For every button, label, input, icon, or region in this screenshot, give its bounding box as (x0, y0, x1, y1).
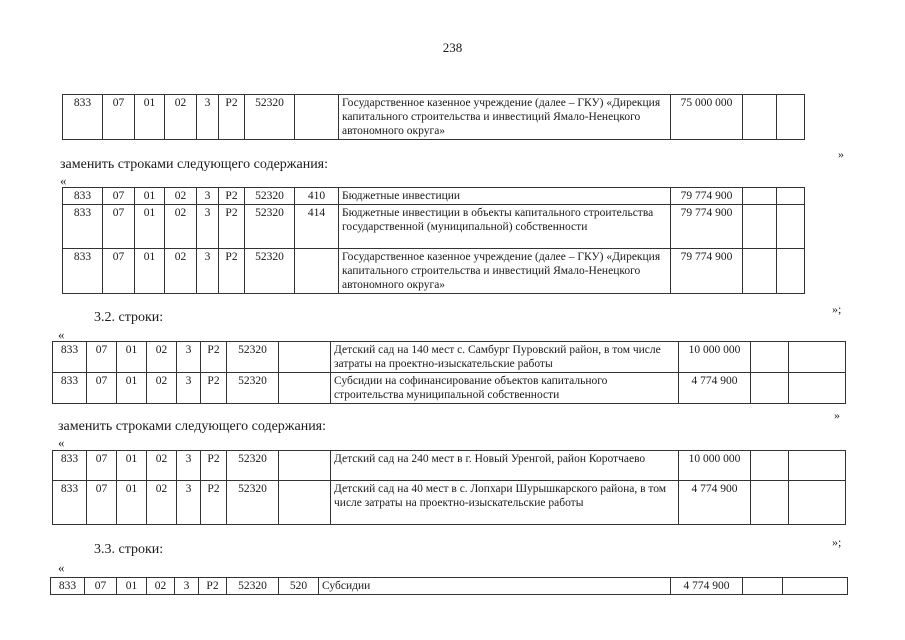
table-row (53, 342, 846, 373)
project-cell: P2 (199, 578, 227, 595)
empty-amount-cell (751, 481, 789, 525)
table-row (63, 95, 805, 140)
description-cell: Детский сад на 140 мест с. Самбург Пуровский район, в том числе затраты на проектно-изыскательские работы (331, 342, 679, 373)
project-cell: P2 (201, 342, 227, 373)
section-3-3-title: 3.3. строки: (94, 542, 164, 557)
empty-amount-cell (777, 205, 805, 249)
subsection-cell: 01 (117, 342, 147, 373)
description-cell: Государственное казенное учреждение (далее – ГКУ) «Дирекция капитального строительства и инвестиций Ямало-Ненецкого автономного округа» (339, 249, 671, 294)
expense-type-cell (279, 451, 331, 481)
empty-amount-cell (783, 578, 848, 595)
empty-amount-cell (743, 578, 783, 595)
direction-cell: 52320 (245, 205, 295, 249)
project-cell: P2 (219, 249, 245, 294)
subsection-cell: 01 (135, 249, 165, 294)
subprogram-cell: 3 (197, 205, 219, 249)
subsection-cell: 01 (135, 188, 165, 205)
gp-code-cell: 833 (53, 373, 87, 404)
page-number: 238 (442, 40, 463, 55)
section-cell: 07 (103, 188, 135, 205)
empty-amount-cell (743, 95, 777, 140)
subprogram-cell: 3 (177, 481, 201, 525)
empty-amount-cell (789, 373, 846, 404)
table-row (63, 205, 805, 249)
closing-quote: » (838, 147, 844, 161)
amount-cell: 79 774 900 (671, 249, 743, 294)
project-cell: P2 (201, 481, 227, 525)
description-cell: Детский сад на 240 мест в г. Новый Уренгой, район Коротчаево (331, 451, 679, 481)
program-cell: 02 (165, 95, 197, 140)
section-3-2-title: 3.2. строки: (94, 310, 164, 325)
budget-table-original-1 (62, 94, 805, 140)
direction-cell: 52320 (245, 188, 295, 205)
project-cell: P2 (219, 95, 245, 140)
subsection-cell: 01 (135, 95, 165, 140)
amount-cell: 4 774 900 (679, 481, 751, 525)
section-cell: 07 (87, 451, 117, 481)
empty-amount-cell (751, 342, 789, 373)
empty-amount-cell (743, 249, 777, 294)
section-cell: 07 (87, 373, 117, 404)
section-cell: 07 (103, 205, 135, 249)
subsection-cell: 01 (117, 373, 147, 404)
empty-amount-cell (743, 188, 777, 205)
gp-code-cell: 833 (63, 249, 103, 294)
gp-code-cell: 833 (51, 578, 85, 595)
direction-cell: 52320 (227, 481, 279, 525)
project-cell: P2 (201, 373, 227, 404)
opening-quote: « (58, 560, 65, 575)
program-cell: 02 (147, 578, 175, 595)
table-row (63, 188, 805, 205)
budget-table-replacement-1 (62, 187, 805, 294)
empty-amount-cell (751, 373, 789, 404)
subsection-cell: 01 (135, 205, 165, 249)
subprogram-cell: 3 (197, 95, 219, 140)
direction-cell: 52320 (245, 95, 295, 140)
expense-type-cell (279, 481, 331, 525)
table-row (53, 451, 846, 481)
section-cell: 07 (103, 95, 135, 140)
empty-amount-cell (777, 95, 805, 140)
description-cell: Субсидии на софинансирование объектов капитального строительства муниципальной собственности (331, 373, 679, 404)
replace-phrase-1: заменить строками следующего содержания: (60, 157, 329, 172)
empty-amount-cell (777, 249, 805, 294)
program-cell: 02 (147, 451, 177, 481)
amount-cell: 79 774 900 (671, 205, 743, 249)
amount-cell: 79 774 900 (671, 188, 743, 205)
opening-quote: « (60, 173, 67, 188)
subsection-cell: 01 (117, 578, 147, 595)
direction-cell: 52320 (227, 578, 279, 595)
expense-type-cell: 410 (295, 188, 339, 205)
gp-code-cell: 833 (63, 205, 103, 249)
description-cell: Детский сад на 40 мест в с. Лопхари Шурышкарского района, в том числе затраты на проектно-изыскательские работы (331, 481, 679, 525)
description-cell: Государственное казенное учреждение (далее – ГКУ) «Дирекция капитального строительства и инвестиций Ямало-Ненецкого автономного округа» (339, 95, 671, 140)
direction-cell: 52320 (227, 342, 279, 373)
budget-table-replacement-2 (52, 450, 846, 525)
budget-table-original-3 (50, 577, 848, 595)
opening-quote: « (58, 435, 65, 450)
description-cell: Бюджетные инвестиции (339, 188, 671, 205)
section-cell: 07 (87, 481, 117, 525)
subprogram-cell: 3 (197, 188, 219, 205)
amount-cell: 4 774 900 (679, 373, 751, 404)
table-row (53, 373, 846, 404)
gp-code-cell: 833 (63, 95, 103, 140)
program-cell: 02 (147, 481, 177, 525)
amount-cell: 4 774 900 (671, 578, 743, 595)
subprogram-cell: 3 (175, 578, 199, 595)
empty-amount-cell (789, 481, 846, 525)
empty-amount-cell (789, 342, 846, 373)
amount-cell: 10 000 000 (679, 342, 751, 373)
table-row (53, 481, 846, 525)
project-cell: P2 (219, 188, 245, 205)
program-cell: 02 (147, 342, 177, 373)
program-cell: 02 (165, 188, 197, 205)
project-cell: P2 (219, 205, 245, 249)
gp-code-cell: 833 (53, 342, 87, 373)
empty-amount-cell (777, 188, 805, 205)
expense-type-cell (279, 342, 331, 373)
closing-quote: » (834, 408, 840, 422)
budget-table-original-2 (52, 341, 846, 404)
section-cell: 07 (85, 578, 117, 595)
program-cell: 02 (147, 373, 177, 404)
closing-quote-semicolon: »; (832, 535, 842, 549)
section-cell: 07 (103, 249, 135, 294)
replace-phrase-2: заменить строками следующего содержания: (58, 419, 327, 434)
program-cell: 02 (165, 249, 197, 294)
amount-cell: 10 000 000 (679, 451, 751, 481)
expense-type-cell (295, 249, 339, 294)
expense-type-cell: 520 (279, 578, 319, 595)
description-cell: Бюджетные инвестиции в объекты капитального строительства государственной (муниципальной) собственности (339, 205, 671, 249)
subsection-cell: 01 (117, 481, 147, 525)
gp-code-cell: 833 (53, 451, 87, 481)
program-cell: 02 (165, 205, 197, 249)
direction-cell: 52320 (227, 451, 279, 481)
direction-cell: 52320 (245, 249, 295, 294)
gp-code-cell: 833 (53, 481, 87, 525)
direction-cell: 52320 (227, 373, 279, 404)
table-row (51, 578, 848, 595)
expense-type-cell (279, 373, 331, 404)
amount-cell: 75 000 000 (671, 95, 743, 140)
gp-code-cell: 833 (63, 188, 103, 205)
empty-amount-cell (743, 205, 777, 249)
subprogram-cell: 3 (177, 451, 201, 481)
subsection-cell: 01 (117, 451, 147, 481)
empty-amount-cell (751, 451, 789, 481)
section-cell: 07 (87, 342, 117, 373)
table-row (63, 249, 805, 294)
subprogram-cell: 3 (197, 249, 219, 294)
subprogram-cell: 3 (177, 342, 201, 373)
opening-quote: « (58, 327, 65, 342)
expense-type-cell (295, 95, 339, 140)
description-cell: Субсидии (319, 578, 671, 595)
closing-quote-semicolon: »; (832, 302, 842, 316)
empty-amount-cell (789, 451, 846, 481)
subprogram-cell: 3 (177, 373, 201, 404)
project-cell: P2 (201, 451, 227, 481)
expense-type-cell: 414 (295, 205, 339, 249)
